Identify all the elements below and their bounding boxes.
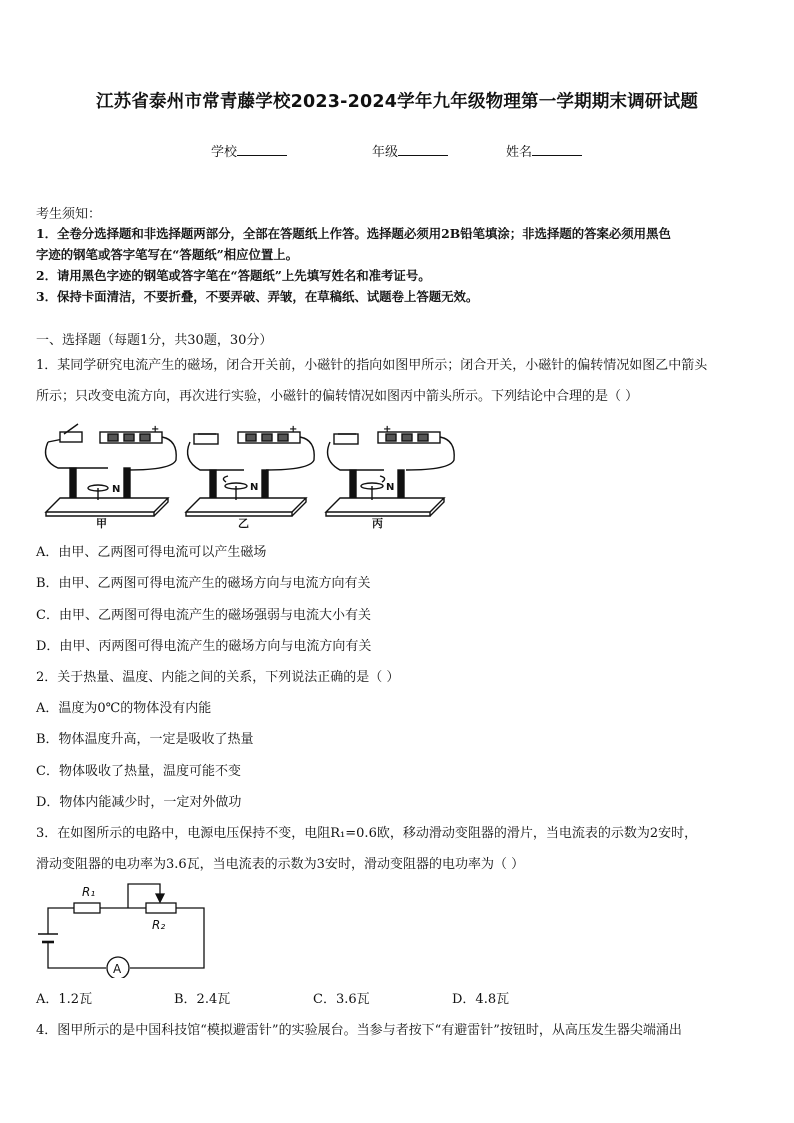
q1-figure-label-jia: 甲 bbox=[96, 517, 107, 530]
q3-r2-label: R₂ bbox=[152, 918, 166, 932]
svg-text:+: + bbox=[289, 424, 298, 435]
q2-option-d: D．物体内能减少时，一定对外做功 bbox=[36, 795, 242, 810]
q3-stem-line1: 3．在如图所示的电路中，电源电压保持不变，电阻R₁=0.6欧，移动滑动变阻器的滑片，当电流表的示数为2安时， bbox=[36, 826, 698, 841]
q4-stem-line1: 4．图甲所示的是中国科技馆“模拟避雷针”的实验展台。当参与者按下“有避雷针”按钮时，从高压发生器尖端涌出 bbox=[36, 1023, 682, 1038]
svg-text:+: + bbox=[151, 424, 160, 435]
section-heading: 一、选择题（每题1分，共30题，30分） bbox=[36, 333, 273, 348]
q2-option-a: A．温度为0℃的物体没有内能 bbox=[36, 701, 212, 716]
q3-circuit-diagram bbox=[36, 876, 208, 978]
grade-label: 年级 bbox=[372, 145, 399, 160]
q1-magnet-n-2: N bbox=[250, 482, 259, 493]
notice-item-3: 3．保持卡面清洁，不要折叠，不要弄破、弄皱，在草稿纸、试题卷上答题无效。 bbox=[36, 289, 479, 304]
school-label: 学校 bbox=[211, 145, 238, 160]
q1-stem-line2: 所示；只改变电流方向，再次进行实验，小磁针的偏转情况如图丙中箭头所示。下列结论中合理的是（ ） bbox=[36, 389, 639, 404]
q3-r1-label: R₁ bbox=[82, 885, 96, 899]
q3-option-b: B．2.4瓦 bbox=[174, 992, 231, 1007]
q1-magnet-n-1: N bbox=[112, 484, 121, 495]
name-field bbox=[506, 141, 582, 160]
name-blank bbox=[532, 142, 582, 156]
q3-option-d: D．4.8瓦 bbox=[452, 992, 510, 1007]
q3-ammeter-label: A bbox=[113, 962, 122, 976]
grade-field bbox=[372, 141, 448, 160]
q3-stem-line2: 滑动变阻器的电功率为3.6瓦，当电流表的示数为3安时，滑动变阻器的电功率为（ ） bbox=[36, 857, 525, 872]
exam-title: 江苏省泰州市常青藤学校2023-2024学年九年级物理第一学期期末调研试题 bbox=[95, 92, 699, 112]
notice-heading: 考生须知： bbox=[36, 207, 102, 222]
q1-option-b: B．由甲、乙两图可得电流产生的磁场方向与电流方向有关 bbox=[36, 576, 371, 591]
school-blank bbox=[237, 142, 287, 156]
q3-option-c: C．3.6瓦 bbox=[313, 992, 370, 1007]
q1-option-c: C．由甲、乙两图可得电流产生的磁场强弱与电流大小有关 bbox=[36, 608, 371, 623]
q1-option-a: A．由甲、乙两图可得电流可以产生磁场 bbox=[36, 545, 267, 560]
notice-item-1-cont: 字迹的钢笔或答字笔写在“答题纸”相应位置上。 bbox=[36, 247, 299, 262]
q1-figure-label-bing: 丙 bbox=[372, 517, 383, 530]
q1-figure-label-yi: 乙 bbox=[238, 517, 249, 530]
svg-text:+: + bbox=[383, 424, 392, 435]
notice-item-1: 1．全卷分选择题和非选择题两部分，全部在答题纸上作答。选择题必须用2B铅笔填涂；非选择题的答案必须用黑色 bbox=[36, 226, 671, 241]
school-field bbox=[211, 141, 287, 160]
q1-stem-line1: 1．某同学研究电流产生的磁场，闭合开关前，小磁针的指向如图甲所示；闭合开关，小磁针的偏转情况如图乙中箭头 bbox=[36, 358, 708, 373]
q2-option-c: C．物体吸收了热量，温度可能不变 bbox=[36, 764, 241, 779]
q1-option-d: D．由甲、丙两图可得电流产生的磁场方向与电流方向有关 bbox=[36, 639, 372, 654]
grade-blank bbox=[398, 142, 448, 156]
notice-item-2: 2．请用黑色字迹的钢笔或答字笔在“答题纸”上先填写姓名和准考证号。 bbox=[36, 268, 431, 283]
q1-figure bbox=[38, 420, 458, 532]
q2-stem: 2．关于热量、温度、内能之间的关系，下列说法正确的是（ ） bbox=[36, 670, 400, 685]
q3-option-a: A．1.2瓦 bbox=[36, 992, 93, 1007]
q1-magnet-n-3: N bbox=[386, 482, 395, 493]
q2-option-b: B．物体温度升高，一定是吸收了热量 bbox=[36, 732, 254, 747]
name-label: 姓名 bbox=[506, 145, 533, 160]
